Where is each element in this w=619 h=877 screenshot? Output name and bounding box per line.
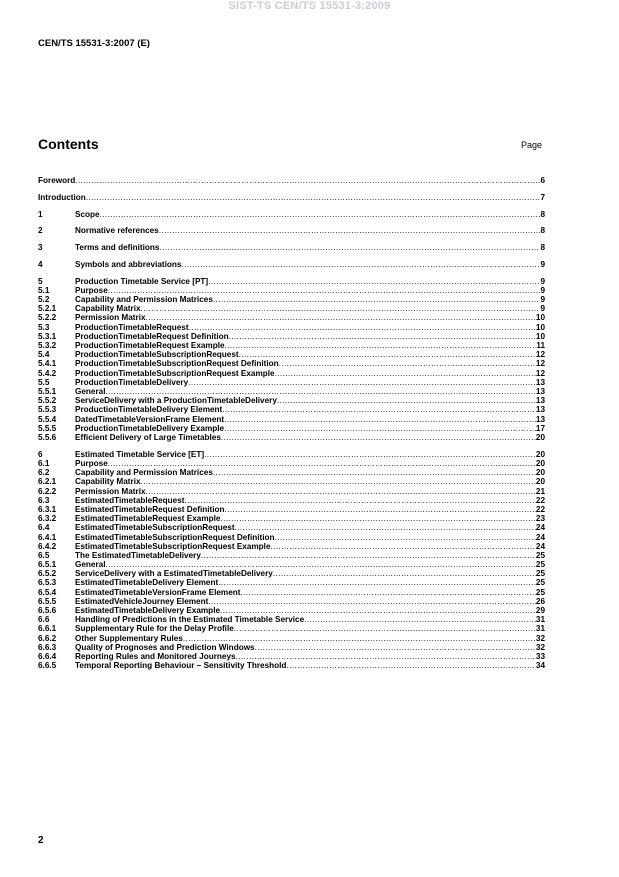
- toc-leader-dots: [213, 468, 536, 477]
- toc-entry-page: 9: [540, 295, 545, 305]
- toc-entry-number: 5.5.6: [38, 432, 57, 442]
- toc-entry-title: Scope: [75, 209, 100, 219]
- toc-entry-page: 8: [540, 243, 545, 253]
- toc-entry[interactable]: [38, 323, 545, 332]
- toc-entry-title: Introduction: [38, 192, 86, 202]
- toc-entry-page: 25: [535, 550, 545, 560]
- toc-entry-page: 20: [535, 449, 545, 459]
- toc-entry-page: 25: [535, 578, 545, 588]
- toc-entry-title: ServiceDelivery with a EstimatedTimetableDelivery: [75, 569, 273, 579]
- toc-entry-title: EstimatedTimetableDelivery Element: [75, 578, 219, 588]
- toc-leader-dots: [159, 226, 541, 235]
- toc-entry-page: 31: [535, 615, 545, 625]
- toc-entry[interactable]: [38, 578, 545, 587]
- toc-entry-title: Symbols and abbreviations: [75, 259, 182, 269]
- toc-entry[interactable]: [38, 277, 545, 286]
- toc-leader-dots: [275, 533, 536, 542]
- toc-entry-title: ProductionTimetableSubscriptionRequest Definition: [75, 359, 279, 369]
- toc-entry-title: Other Supplementary Rules: [75, 633, 183, 643]
- toc-entry[interactable]: [38, 624, 545, 633]
- toc-entry-title: EstimatedTimetableSubscriptionRequest Definition: [75, 532, 275, 542]
- toc-entry-title: EstimatedTimetableVersionFrame Element: [75, 587, 241, 597]
- toc-spacer: [38, 269, 545, 277]
- toc-entry-page: 13: [535, 405, 545, 415]
- toc-entry-number: 5.3: [38, 322, 50, 332]
- toc-entry[interactable]: [38, 505, 545, 514]
- toc-entry-number: 5.5.2: [38, 396, 57, 406]
- toc-entry-page: 20: [535, 477, 545, 487]
- toc-leader-dots: [204, 450, 536, 459]
- toc-entry-page: 20: [535, 432, 545, 442]
- toc-entry-page: 8: [540, 226, 545, 236]
- toc-entry-title: The EstimatedTimetableDelivery: [75, 550, 201, 560]
- toc-entry-page: 12: [535, 368, 545, 378]
- toc-entry-title: ProductionTimetableRequest Definition: [75, 331, 229, 341]
- toc-leader-dots: [220, 606, 536, 615]
- toc-entry-number: 6.6.2: [38, 633, 57, 643]
- toc-entry-title: EstimatedTimetableRequest Definition: [75, 504, 225, 514]
- toc-entry-title: ProductionTimetableRequest Example: [75, 341, 225, 350]
- toc-leader-dots: [229, 332, 536, 341]
- toc-entry-page: 32: [535, 633, 545, 643]
- toc-entry[interactable]: [38, 405, 545, 414]
- toc-entry-number: 6.3.1: [38, 504, 57, 514]
- toc-entry-title: Reporting Rules and Monitored Journeys: [75, 651, 236, 661]
- toc-entry[interactable]: [38, 415, 545, 424]
- toc-leader-dots: [239, 350, 536, 359]
- toc-entry-number: 6.5: [38, 550, 50, 560]
- toc-leader-dots: [240, 588, 535, 597]
- toc-entry-page: 21: [535, 486, 545, 496]
- toc-entry[interactable]: [38, 350, 545, 359]
- toc-entry-page: 34: [535, 661, 545, 671]
- toc-entry-title: Estimated Timetable Service [ET]: [75, 449, 205, 459]
- toc-entry[interactable]: [38, 304, 545, 313]
- toc-entry-page: 25: [535, 569, 545, 579]
- toc-leader-dots: [208, 597, 536, 606]
- table-of-contents: [38, 176, 545, 670]
- toc-leader-dots: [100, 210, 541, 219]
- toc-entry-page: 9: [540, 276, 545, 286]
- toc-leader-dots: [235, 523, 536, 532]
- toc-entry-title: Capability and Permission Matrices: [75, 295, 213, 305]
- toc-entry-number: 5.5.4: [38, 414, 57, 424]
- toc-leader-dots: [279, 359, 536, 368]
- toc-entry-title: ProductionTimetableSubscriptionRequest: [75, 350, 239, 360]
- toc-entry-number: 6.5.3: [38, 578, 57, 588]
- toc-entry-page: 17: [535, 423, 545, 433]
- toc-leader-dots: [189, 323, 536, 332]
- toc-leader-dots: [273, 569, 536, 578]
- toc-entry[interactable]: [38, 341, 545, 350]
- toc-entry-title: Supplementary Rule for the Delay Profile: [75, 624, 234, 634]
- toc-entry[interactable]: [38, 295, 545, 304]
- toc-entry-page: 29: [535, 606, 545, 616]
- toc-entry-title: EstimatedTimetableSubscriptionRequest Example: [75, 541, 271, 551]
- toc-entry-page: 13: [535, 386, 545, 396]
- toc-entry-title: EstimatedTimetableDelivery Example: [75, 606, 221, 616]
- toc-entry[interactable]: [38, 487, 545, 496]
- toc-leader-dots: [255, 643, 536, 652]
- toc-entry-number: 5.5.5: [38, 423, 57, 433]
- toc-entry-page: 22: [535, 504, 545, 514]
- toc-entry[interactable]: [38, 634, 545, 643]
- toc-spacer: [38, 442, 545, 450]
- toc-entry-title: Foreword: [38, 176, 76, 185]
- toc-leader-dots: [225, 341, 537, 350]
- toc-entry-title: EstimatedTimetableSubscriptionRequest: [75, 523, 235, 533]
- toc-entry-number: 6.6.3: [38, 642, 57, 652]
- toc-entry[interactable]: [38, 652, 545, 661]
- toc-entry-number: 1: [38, 209, 43, 219]
- toc-spacer: [38, 252, 545, 260]
- toc-spacer: [38, 185, 545, 193]
- toc-entry-title: EstimatedTimetableRequest: [75, 495, 185, 505]
- toc-entry-number: 6.6: [38, 615, 50, 625]
- toc-leader-dots: [236, 652, 536, 661]
- toc-leader-dots: [220, 514, 535, 523]
- watermark: SIST-TS CEN/TS 15531-3:2009: [228, 0, 391, 12]
- toc-entry[interactable]: [38, 369, 545, 378]
- toc-leader-dots: [75, 176, 540, 185]
- toc-entry-number: 6.4.1: [38, 532, 57, 542]
- toc-leader-dots: [286, 661, 535, 670]
- toc-entry-page: 20: [535, 459, 545, 469]
- toc-entry-number: 6.6.1: [38, 624, 57, 634]
- toc-leader-dots: [221, 433, 536, 442]
- toc-entry[interactable]: [38, 176, 545, 185]
- toc-entry-title: Purpose: [75, 285, 108, 295]
- toc-entry-title: Capability and Permission Matrices: [75, 468, 213, 478]
- toc-entry-page: 6: [540, 176, 545, 185]
- toc-entry-number: 6.1: [38, 459, 50, 469]
- toc-leader-dots: [141, 477, 536, 486]
- toc-entry-number: 5.2.2: [38, 313, 57, 323]
- toc-entry-page: 13: [535, 396, 545, 406]
- toc-entry[interactable]: [38, 560, 545, 569]
- toc-entry-title: ProductionTimetableDelivery: [75, 377, 189, 387]
- toc-entry[interactable]: [38, 477, 545, 486]
- toc-entry-title: DatedTimetableVersionFrame Element: [75, 414, 225, 424]
- toc-entry-title: Permission Matrix: [75, 313, 146, 323]
- toc-leader-dots: [201, 551, 536, 560]
- toc-entry[interactable]: [38, 468, 545, 477]
- toc-spacer: [38, 202, 545, 210]
- toc-entry-title: ProductionTimetableSubscriptionRequest Example: [75, 368, 275, 378]
- toc-entry[interactable]: [38, 569, 545, 578]
- toc-entry-page: 24: [535, 532, 545, 542]
- toc-entry-title: Capability Matrix: [75, 477, 141, 487]
- toc-entry[interactable]: [38, 496, 545, 505]
- toc-entry-page: 32: [535, 642, 545, 652]
- toc-entry-page: 25: [535, 587, 545, 597]
- toc-entry-page: 12: [535, 350, 545, 360]
- toc-entry-page: 25: [535, 560, 545, 570]
- toc-entry-number: 5.1: [38, 285, 50, 295]
- toc-leader-dots: [224, 424, 536, 433]
- toc-leader-dots: [146, 487, 536, 496]
- toc-entry[interactable]: [38, 661, 545, 670]
- toc-entry-title: ProductionTimetableRequest: [75, 322, 189, 332]
- toc-entry-page: 13: [535, 377, 545, 387]
- toc-entry-page: 31: [535, 624, 545, 634]
- toc-entry[interactable]: [38, 387, 545, 396]
- toc-entry-number: 5.4: [38, 350, 50, 360]
- toc-entry-title: Terms and definitions: [75, 243, 160, 253]
- toc-entry-number: 6.3.2: [38, 514, 57, 524]
- toc-entry-number: 6.5.4: [38, 587, 57, 597]
- toc-entry-page: 8: [540, 209, 545, 219]
- toc-entry[interactable]: [38, 332, 545, 341]
- toc-leader-dots: [222, 405, 536, 414]
- toc-leader-dots: [208, 277, 540, 286]
- toc-entry-number: 6.2: [38, 468, 50, 478]
- toc-entry[interactable]: [38, 643, 545, 652]
- toc-leader-dots: [106, 387, 536, 396]
- toc-entry[interactable]: [38, 459, 545, 468]
- toc-entry-page: 10: [535, 313, 545, 323]
- toc-entry-title: Efficient Delivery of Large Timetables: [75, 432, 221, 442]
- toc-entry-page: 10: [535, 331, 545, 341]
- toc-entry[interactable]: [38, 424, 545, 433]
- toc-entry-number: 6.5.6: [38, 606, 57, 616]
- toc-entry-page: 13: [535, 414, 545, 424]
- toc-entry[interactable]: [38, 396, 545, 405]
- document-id: CEN/TS 15531-3:2007 (E): [38, 38, 150, 49]
- toc-entry-page: 9: [540, 304, 545, 314]
- toc-leader-dots: [213, 295, 541, 304]
- toc-entry-number: 6.4.2: [38, 541, 57, 551]
- toc-entry-number: 4: [38, 259, 43, 269]
- toc-leader-dots: [271, 542, 536, 551]
- toc-entry-title: EstimatedVehicleJourney Element: [75, 596, 209, 606]
- toc-leader-dots: [277, 396, 536, 405]
- toc-entry[interactable]: [38, 226, 545, 235]
- toc-entry-number: 5.4.2: [38, 368, 57, 378]
- toc-entry-number: 6: [38, 449, 43, 459]
- toc-entry-title: Temporal Reporting Behaviour – Sensitivity Threshold: [75, 661, 287, 671]
- toc-entry-page: 10: [535, 322, 545, 332]
- contents-heading: Contents: [38, 136, 99, 152]
- toc-entry-number: 5.4.1: [38, 359, 57, 369]
- toc-entry-title: ProductionTimetableDelivery Element: [75, 405, 223, 415]
- toc-entry-number: 5.3.2: [38, 341, 57, 350]
- toc-entry-title: Production Timetable Service [PT]: [75, 276, 209, 286]
- toc-entry-number: 5.2: [38, 295, 50, 305]
- toc-entry-page: 11: [536, 341, 545, 350]
- toc-entry-number: 5.5.3: [38, 405, 57, 415]
- toc-entry-page: 12: [535, 359, 545, 369]
- toc-entry-page: 33: [535, 651, 545, 661]
- toc-entry-title: ServiceDelivery with a ProductionTimetableDelivery: [75, 396, 277, 406]
- toc-leader-dots: [106, 560, 536, 569]
- toc-leader-dots: [146, 313, 536, 322]
- toc-spacer: [38, 236, 545, 244]
- toc-entry-page: 23: [535, 514, 545, 524]
- toc-leader-dots: [108, 459, 536, 468]
- toc-entry[interactable]: [38, 433, 545, 442]
- toc-entry-number: 6.2.1: [38, 477, 57, 487]
- toc-entry-page: 24: [535, 523, 545, 533]
- toc-leader-dots: [108, 286, 541, 295]
- toc-entry[interactable]: [38, 193, 545, 202]
- toc-entry-number: 6.5.5: [38, 596, 57, 606]
- toc-entry-number: 5.5.1: [38, 386, 57, 396]
- toc-entry-number: 5.2.1: [38, 304, 57, 314]
- toc-leader-dots: [188, 378, 536, 387]
- footer-page-number: 2: [38, 835, 44, 846]
- toc-entry[interactable]: [38, 533, 545, 542]
- toc-entry[interactable]: [38, 243, 545, 252]
- toc-entry-number: 5.5: [38, 377, 50, 387]
- toc-entry-title: Quality of Prognoses and Prediction Windows: [75, 642, 255, 652]
- toc-leader-dots: [86, 193, 541, 202]
- toc-entry-title: General: [75, 386, 106, 396]
- toc-entry-page: 26: [535, 596, 545, 606]
- toc-entry-title: Handling of Predictions in the Estimated Timetable Service: [75, 615, 305, 625]
- toc-leader-dots: [185, 496, 536, 505]
- toc-entry-number: 6.5.2: [38, 569, 57, 579]
- toc-entry[interactable]: [38, 313, 545, 322]
- toc-entry-number: 5: [38, 276, 43, 286]
- toc-entry-number: 6.4: [38, 523, 50, 533]
- toc-leader-dots: [181, 260, 540, 269]
- toc-entry-title: EstimatedTimetableRequest Example: [75, 514, 221, 524]
- toc-entry-number: 6.5.1: [38, 560, 57, 570]
- toc-leader-dots: [183, 634, 536, 643]
- toc-entry[interactable]: [38, 588, 545, 597]
- toc-entry[interactable]: [38, 450, 545, 459]
- toc-entry-page: 7: [540, 192, 545, 202]
- toc-leader-dots: [275, 369, 536, 378]
- toc-leader-dots: [159, 243, 540, 252]
- toc-leader-dots: [304, 615, 536, 624]
- toc-entry-page: 22: [535, 495, 545, 505]
- toc-leader-dots: [234, 624, 536, 633]
- toc-entry[interactable]: [38, 615, 545, 624]
- toc-entry[interactable]: [38, 260, 545, 269]
- toc-entry-title: Capability Matrix: [75, 304, 141, 314]
- toc-leader-dots: [225, 505, 536, 514]
- toc-entry-number: 2: [38, 226, 43, 236]
- toc-entry[interactable]: [38, 210, 545, 219]
- toc-entry-number: 6.6.4: [38, 651, 57, 661]
- toc-entry-page: 9: [540, 285, 545, 295]
- toc-entry-title: General: [75, 560, 106, 570]
- toc-entry[interactable]: [38, 378, 545, 387]
- toc-entry[interactable]: [38, 542, 545, 551]
- toc-leader-dots: [141, 304, 541, 313]
- toc-entry-page: 20: [535, 468, 545, 478]
- page-column-label: Page: [521, 140, 543, 150]
- toc-entry[interactable]: [38, 286, 545, 295]
- toc-entry[interactable]: [38, 523, 545, 532]
- toc-entry-title: Purpose: [75, 459, 108, 469]
- toc-entry-number: 5.3.1: [38, 331, 57, 341]
- toc-entry-title: Permission Matrix: [75, 486, 146, 496]
- toc-entry-page: 9: [540, 259, 545, 269]
- toc-entry[interactable]: [38, 514, 545, 523]
- toc-entry-number: 6.3: [38, 495, 50, 505]
- toc-entry-number: 6.6.5: [38, 661, 57, 671]
- toc-entry[interactable]: [38, 606, 545, 615]
- toc-entry-page: 24: [535, 541, 545, 551]
- toc-entry[interactable]: [38, 359, 545, 368]
- toc-entry[interactable]: [38, 597, 545, 606]
- toc-leader-dots: [218, 578, 536, 587]
- toc-spacer: [38, 219, 545, 227]
- toc-leader-dots: [224, 415, 536, 424]
- toc-entry-number: 6.2.2: [38, 486, 57, 496]
- toc-entry-title: ProductionTimetableDelivery Example: [75, 423, 225, 433]
- toc-entry-title: Normative references: [75, 226, 159, 236]
- toc-entry-number: 3: [38, 243, 43, 253]
- toc-entry[interactable]: [38, 551, 545, 560]
